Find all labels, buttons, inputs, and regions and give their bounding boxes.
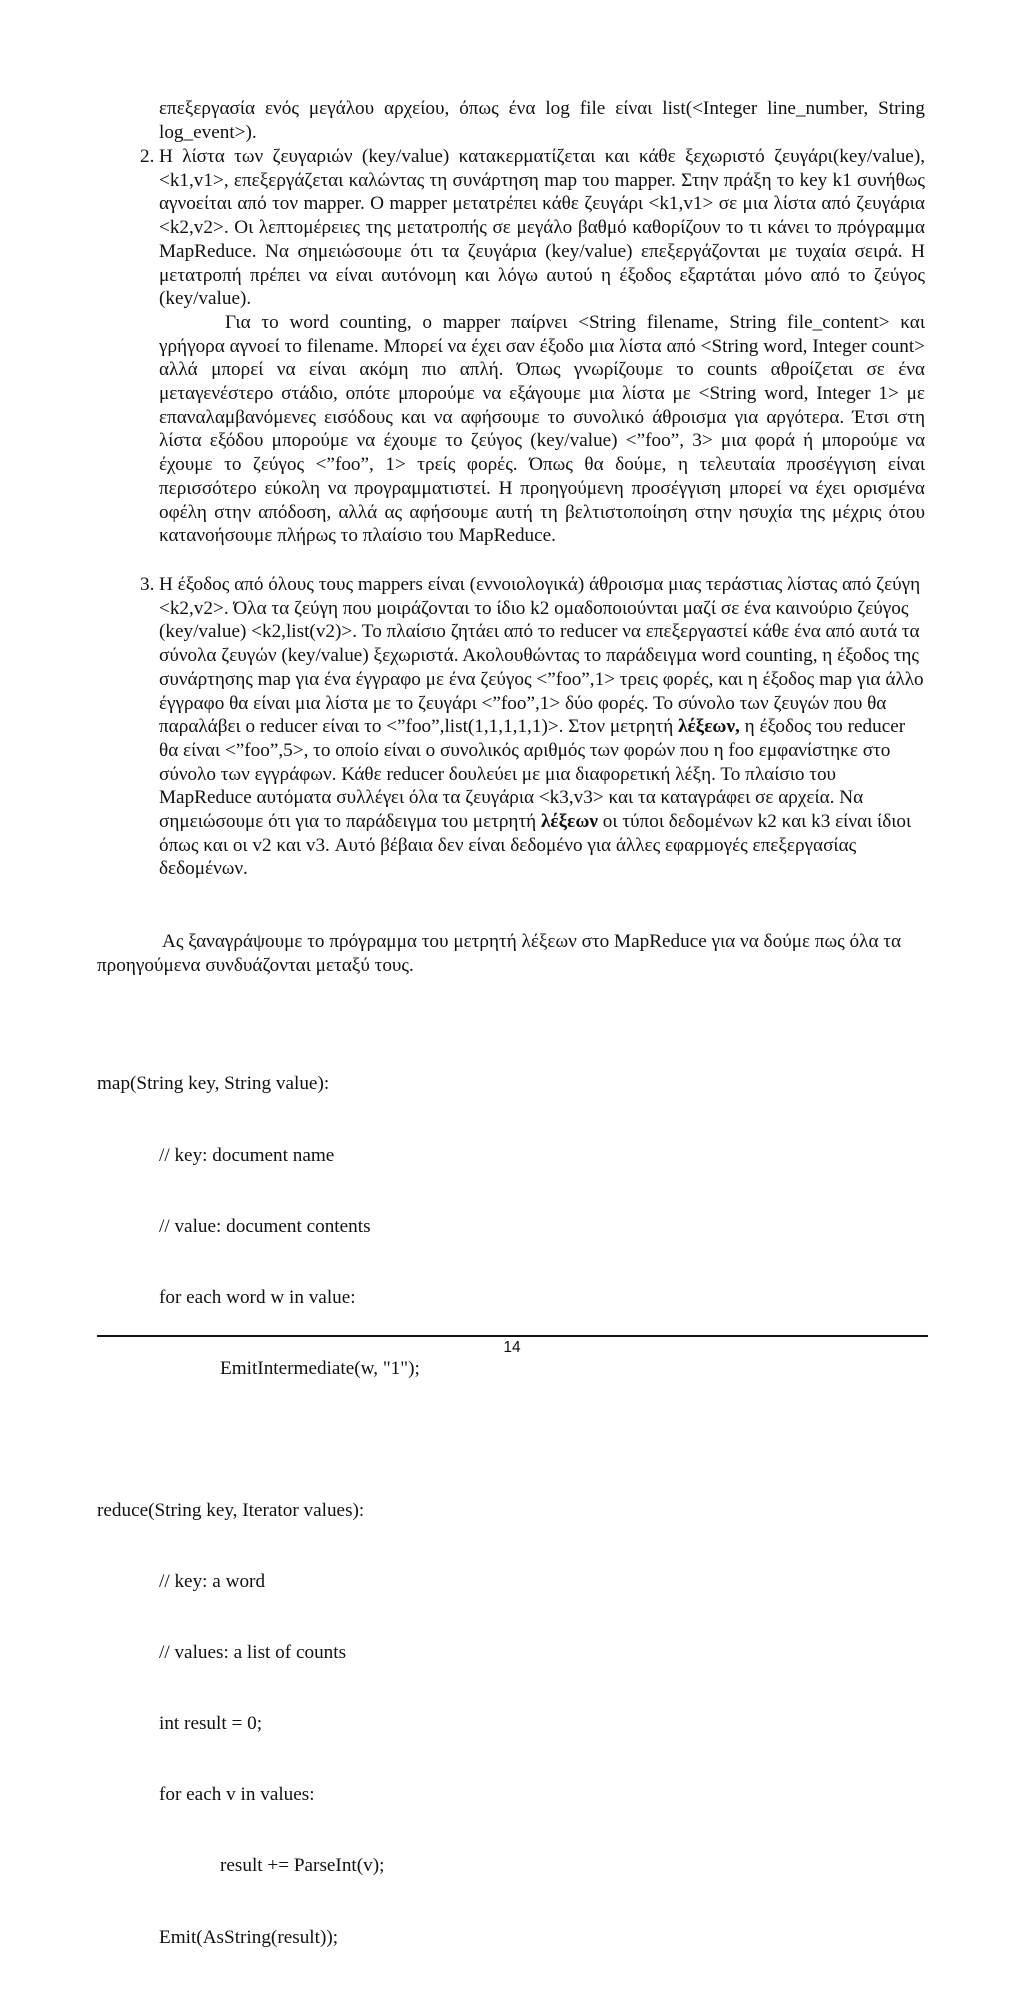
item3-text-part3: οι τύποι δεδομένων k2 και k3 είναι ίδιοι όπως και οι v2 και v3. Αυτό βέβαια δεν είναι δεδομένο για άλλες εφαρμογές επεξεργασίας δεδομένων. xyxy=(159,811,912,880)
list-item-2 xyxy=(140,145,925,548)
code-line: for each v in values: xyxy=(159,1784,315,1806)
code-line: // values: a list of counts xyxy=(159,1642,347,1664)
pseudocode-block xyxy=(97,1025,420,1997)
list-item-body xyxy=(159,145,925,548)
bold-term: λέξεων xyxy=(541,811,598,833)
code-line: map(String key, String value): xyxy=(97,1073,330,1095)
footer-rule xyxy=(97,1335,928,1337)
closing-paragraph xyxy=(97,930,925,977)
intro-paragraph: επεξεργασία ενός μεγάλου αρχείου, όπως ένα log file είναι list(<Integer line_number, String log_event>). xyxy=(159,98,925,143)
list-item-body xyxy=(159,573,925,881)
code-line: // key: document name xyxy=(159,1144,335,1166)
bold-term: λέξεων, xyxy=(678,716,740,738)
list-item-3 xyxy=(140,573,925,881)
code-line: result += ParseInt(v); xyxy=(220,1855,385,1877)
item2-text: Η λίστα των ζευγαριών (key/value) κατακερματίζεται και κάθε ξεχωριστό ζευγάρι(key/value), <k1,v1>, επεξεργάζεται καλώντας τη συνάρτηση map του mapper. Στην πράξη το key k1 συνήθως αγνοείται από τον mapper. Ο mapper μετατρέπει κάθε ζευγάρι <k1,v1> σε μια λίστα από ζευγάρια <k2,v2>. Οι λεπτομέρειες της μετατροπής σε μεγάλο βαθμό καθορίζουν το τι κάνει το πρόγραμμα MapReduce. Να σημειώσουμε ότι τα ζευγάρια (key/value) επεξεργάζονται με τυχαία σειρά. Η μετατροπή πρέπει να είναι αυτόνομη και λόγω αυτού η έξοδος εξαρτάται μόνο από το ζεύγος (key/value). xyxy=(159,146,925,310)
code-line: int result = 0; xyxy=(159,1713,263,1735)
code-line: // key: a word xyxy=(159,1571,266,1593)
word-counting-paragraph: Για το word counting, ο mapper παίρνει <String filename, String file_content> και γρήγορα αγνοεί το filename. Μπορεί να έχει σαν έξοδο μια λίστα από <String word, Integer count> αλλά μπορεί να είναι ακόμη πιο απλή. Όπως γνωρίζουμε το counts αθροίζεται σε ένα μεταγενέστερο στάδιο, οπότε μπορούμε να εξάγουμε μια λίστα με <String word, Integer 1> με επαναλαμβανόμενες εισόδους και να αφήσουμε το συνολικό άθροισμα για αργότερα. Έτσι στη λίστα εξόδου μπορούμε να έχουμε το ζεύγος (key/value) <”foo”, 3> μια φορά ή μπορούμε να έχουμε το ζεύγος <”foo”, 1> τρείς φορές. Όπως θα δούμε, η τελευταία προσέγγιση είναι περισσότερο εύκολη να προγραμματιστεί. Η προηγούμενη προσέγγιση μπορεί να έχει ορισμένα οφέλη στην απόδοση, αλλά ας αφήσουμε αυτή τη βελτιστοποίηση στην ησυχία της μέχρις ότου κατανοήσουμε πλήρως το πλαίσιο του MapReduce. xyxy=(159,311,925,547)
code-line: for each word w in value: xyxy=(159,1286,356,1308)
list-number: 3. xyxy=(140,574,155,595)
code-blank-line xyxy=(97,1428,420,1452)
item3-text-part2: η έξοδος του reducer θα είναι <”foo”,5>, το οποίο είναι ο συνολικός αριθμός των φορών που η foo εμφανίστηκε στο σύνολο των εγγράφων. Κάθε reducer δουλεύει με μια διαφορετική λέξη. Το πλαίσιο του MapReduce αυτόματα συλλέγει όλα τα ζευγάρια <k3,v3> και τα καταγράφει σε αρχεία. Να σημειώσουμε ότι για το παράδειγμα του μετρητή xyxy=(159,716,906,833)
page-number: 14 xyxy=(503,1339,521,1356)
item3-text-part1: Η έξοδος από όλους τους mappers είναι (εννοιολογικά) άθροισμα μιας τεράστιας λίστας από ζεύγη <k2,v2>. Όλα τα ζεύγη που μοιράζονται το ίδιο k2 ομαδοποιούνται μαζί σε ένα καινούριο ζεύγος (key/value) <k2,list(v2)>. Το πλαίσιο ζητάει από το reducer να επεξεργαστεί κάθε ένα από αυτά τα σύνολα ζευγών (key/value) ξεχωριστά. Ακολουθώντας το παράδειγμα word counting, η έξοδος της συνάρτησης map για ένα έγγραφο με ένα ζεύγος <”foo”,1> τρεις φορές, και η έξοδος map για άλλο έγγραφο θα είναι μια λίστα με το ζευγάρι <”foo”,1> δύο φορές. Το σύνολο των ζευγών που θα παραλάβει ο reducer είναι το <”foo”,list(1,1,1,1,1)>. Στον μετρητή xyxy=(159,574,924,738)
code-line: Emit(AsString(result)); xyxy=(159,1926,339,1948)
code-line: reduce(String key, Iterator values): xyxy=(97,1499,365,1521)
closing-text: Ας ξαναγράψουμε το πρόγραμμα του μετρητή λέξεων στο MapReduce για να δούμε πως όλα τα προηγούμενα συνδυάζονται μεταξύ τους. xyxy=(97,931,902,976)
code-line: EmitIntermediate(w, "1"); xyxy=(220,1357,420,1379)
code-line: // value: document contents xyxy=(159,1215,371,1237)
list-number: 2. xyxy=(140,146,155,167)
